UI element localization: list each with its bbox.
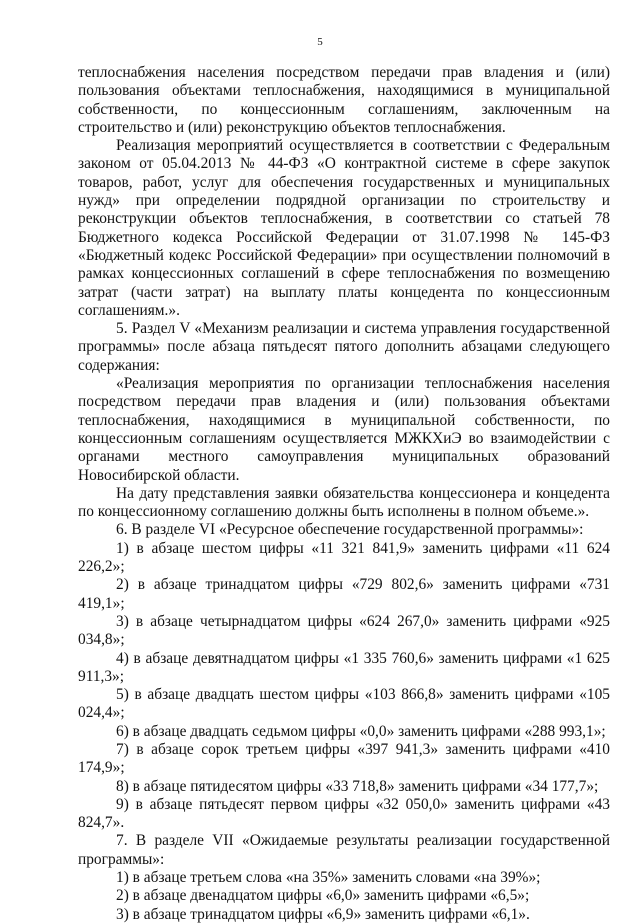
paragraph-14: 8) в абзаце пятидесятом цифры «33 718,8» заменить цифрами «34 177,7»; <box>116 777 599 795</box>
paragraph-13: 7) в абзаце сорок третьем цифры «397 941,3» заменить цифрами «410 174,9»; <box>78 740 610 777</box>
paragraph-9: 3) в абзаце четырнадцатом цифры «624 267,0» заменить цифрами «925 034,8»; <box>78 612 610 649</box>
paragraph-19: 3) в абзаце тринадцатом цифры «6,9» заменить цифрами «6,1». <box>116 905 530 923</box>
paragraph-18: 2) в абзаце двенадцатом цифры «6,0» заменить цифрами «6,5»; <box>116 887 530 905</box>
document-body <box>78 64 610 924</box>
paragraph-15: 9) в абзаце пятьдесят первом цифры «32 050,0» заменить цифрами «43 824,7». <box>78 795 610 832</box>
paragraph-1: теплоснабжения населения посредством передачи прав владения и (или) пользования объектами теплоснабжения, находящимися в муниципальной собственности, по концессионным соглашениям, заключенным на строительство и (или) реконструкцию объектов теплоснабжения. <box>78 64 610 136</box>
paragraph-12: 6) в абзаце двадцать седьмом цифры «0,0» заменить цифрами «288 993,1»; <box>116 722 606 740</box>
paragraph-8: 2) в абзаце тринадцатом цифры «729 802,6» заменить цифрами «731 419,1»; <box>78 576 610 612</box>
paragraph-11: 5) в абзаце двадцать шестом цифры «103 866,8» заменить цифрами «105 024,4»; <box>78 686 610 722</box>
paragraph-5: На дату представления заявки обязательства концессионера и концедента по концессионному соглашению должны быть исполнены в полном объеме.». <box>78 484 610 521</box>
paragraph-2: Реализация мероприятий осуществляется в соответствии с Федеральным законом от 05.04.2013 № 44-ФЗ «О контрактной системе в сфере закупок товаров, работ, услуг для обеспечения государственных и муниципальных нужд» при определении подрядной организации по строительству и реконструкции объектов теплоснабжения, в соответствии со статьей 78 Бюджетного кодекса Российской Федерации от 31.07.1998 № 145-ФЗ «Бюджетный кодекс Российской Федерации» при осуществлении полномочий в рамках концессионных соглашений в сфере теплоснабжения по возмещению затрат (части затрат) на выплату платы концедента по концессионным соглашениям.». <box>78 137 610 319</box>
paragraph-3: 5. Раздел V «Механизм реализации и система управления государственной программы» после абзаца пятьдесят пятого дополнить абзацами следующего содержания: <box>78 320 610 374</box>
paragraph-4: «Реализация мероприятия по организации теплоснабжения населения посредством передачи прав владения и (или) пользования объектами теплоснабжения, находящимися в муниципальной собственности, по концессионным соглашениям осуществляется МЖКХиЭ во взаимодействии с органами местного самоуправления муниципальных образований Новосибирской области. <box>78 375 610 484</box>
paragraph-17: 1) в абзаце третьем слова «на 35%» заменить словами «на 39%»; <box>116 869 541 887</box>
page-number: 5 <box>317 36 323 48</box>
paragraph-6: 6. В разделе VI «Ресурсное обеспечение государственной программы»: <box>116 521 584 539</box>
paragraph-10: 4) в абзаце девятнадцатом цифры «1 335 760,6» заменить цифрами «1 625 911,3»; <box>78 649 610 685</box>
paragraph-16: 7. В разделе VII «Ожидаемые результаты реализации государственной программы»: <box>78 832 610 868</box>
paragraph-7: 1) в абзаце шестом цифры «11 321 841,9» заменить цифрами «11 624 226,2»; <box>78 539 610 576</box>
